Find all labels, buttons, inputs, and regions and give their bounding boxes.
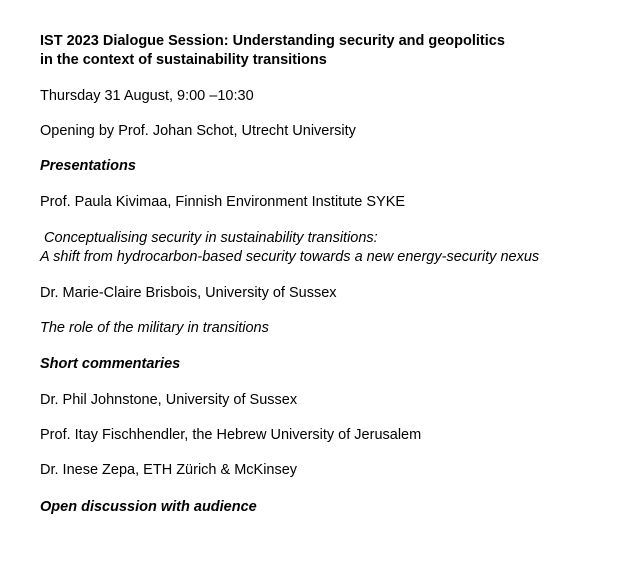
commentaries-heading: Short commentaries [40, 356, 181, 372]
closing-discussion: Open discussion with audience [40, 499, 257, 515]
presentation-1-title-line-1: Conceptualising security in sustainability transitions: [40, 230, 378, 246]
opening-speaker: Opening by Prof. Johan Schot, Utrecht University [40, 123, 356, 139]
presentation-2-speaker: Dr. Marie-Claire Brisbois, University of Sussex [40, 285, 337, 301]
presentations-heading: Presentations [40, 158, 136, 174]
commentary-1-speaker: Dr. Phil Johnstone, University of Sussex [40, 392, 298, 408]
presentation-2-title: The role of the military in transitions [40, 320, 269, 336]
presentation-1-title-line-2: A shift from hydrocarbon-based security towards a new energy-security nexus [40, 249, 540, 265]
session-title-line-2: in the context of sustainability transitions [40, 52, 327, 68]
session-title-line-1: IST 2023 Dialogue Session: Understanding security and geopolitics [40, 33, 505, 49]
commentary-3-speaker: Dr. Inese Zepa, ETH Zürich & McKinsey [40, 462, 298, 478]
session-date-time: Thursday 31 August, 9:00 –10:30 [40, 88, 254, 104]
presentation-1-speaker: Prof. Paula Kivimaa, Finnish Environment Institute SYKE [40, 194, 406, 210]
commentary-2-speaker: Prof. Itay Fischhendler, the Hebrew University of Jerusalem [40, 427, 422, 443]
